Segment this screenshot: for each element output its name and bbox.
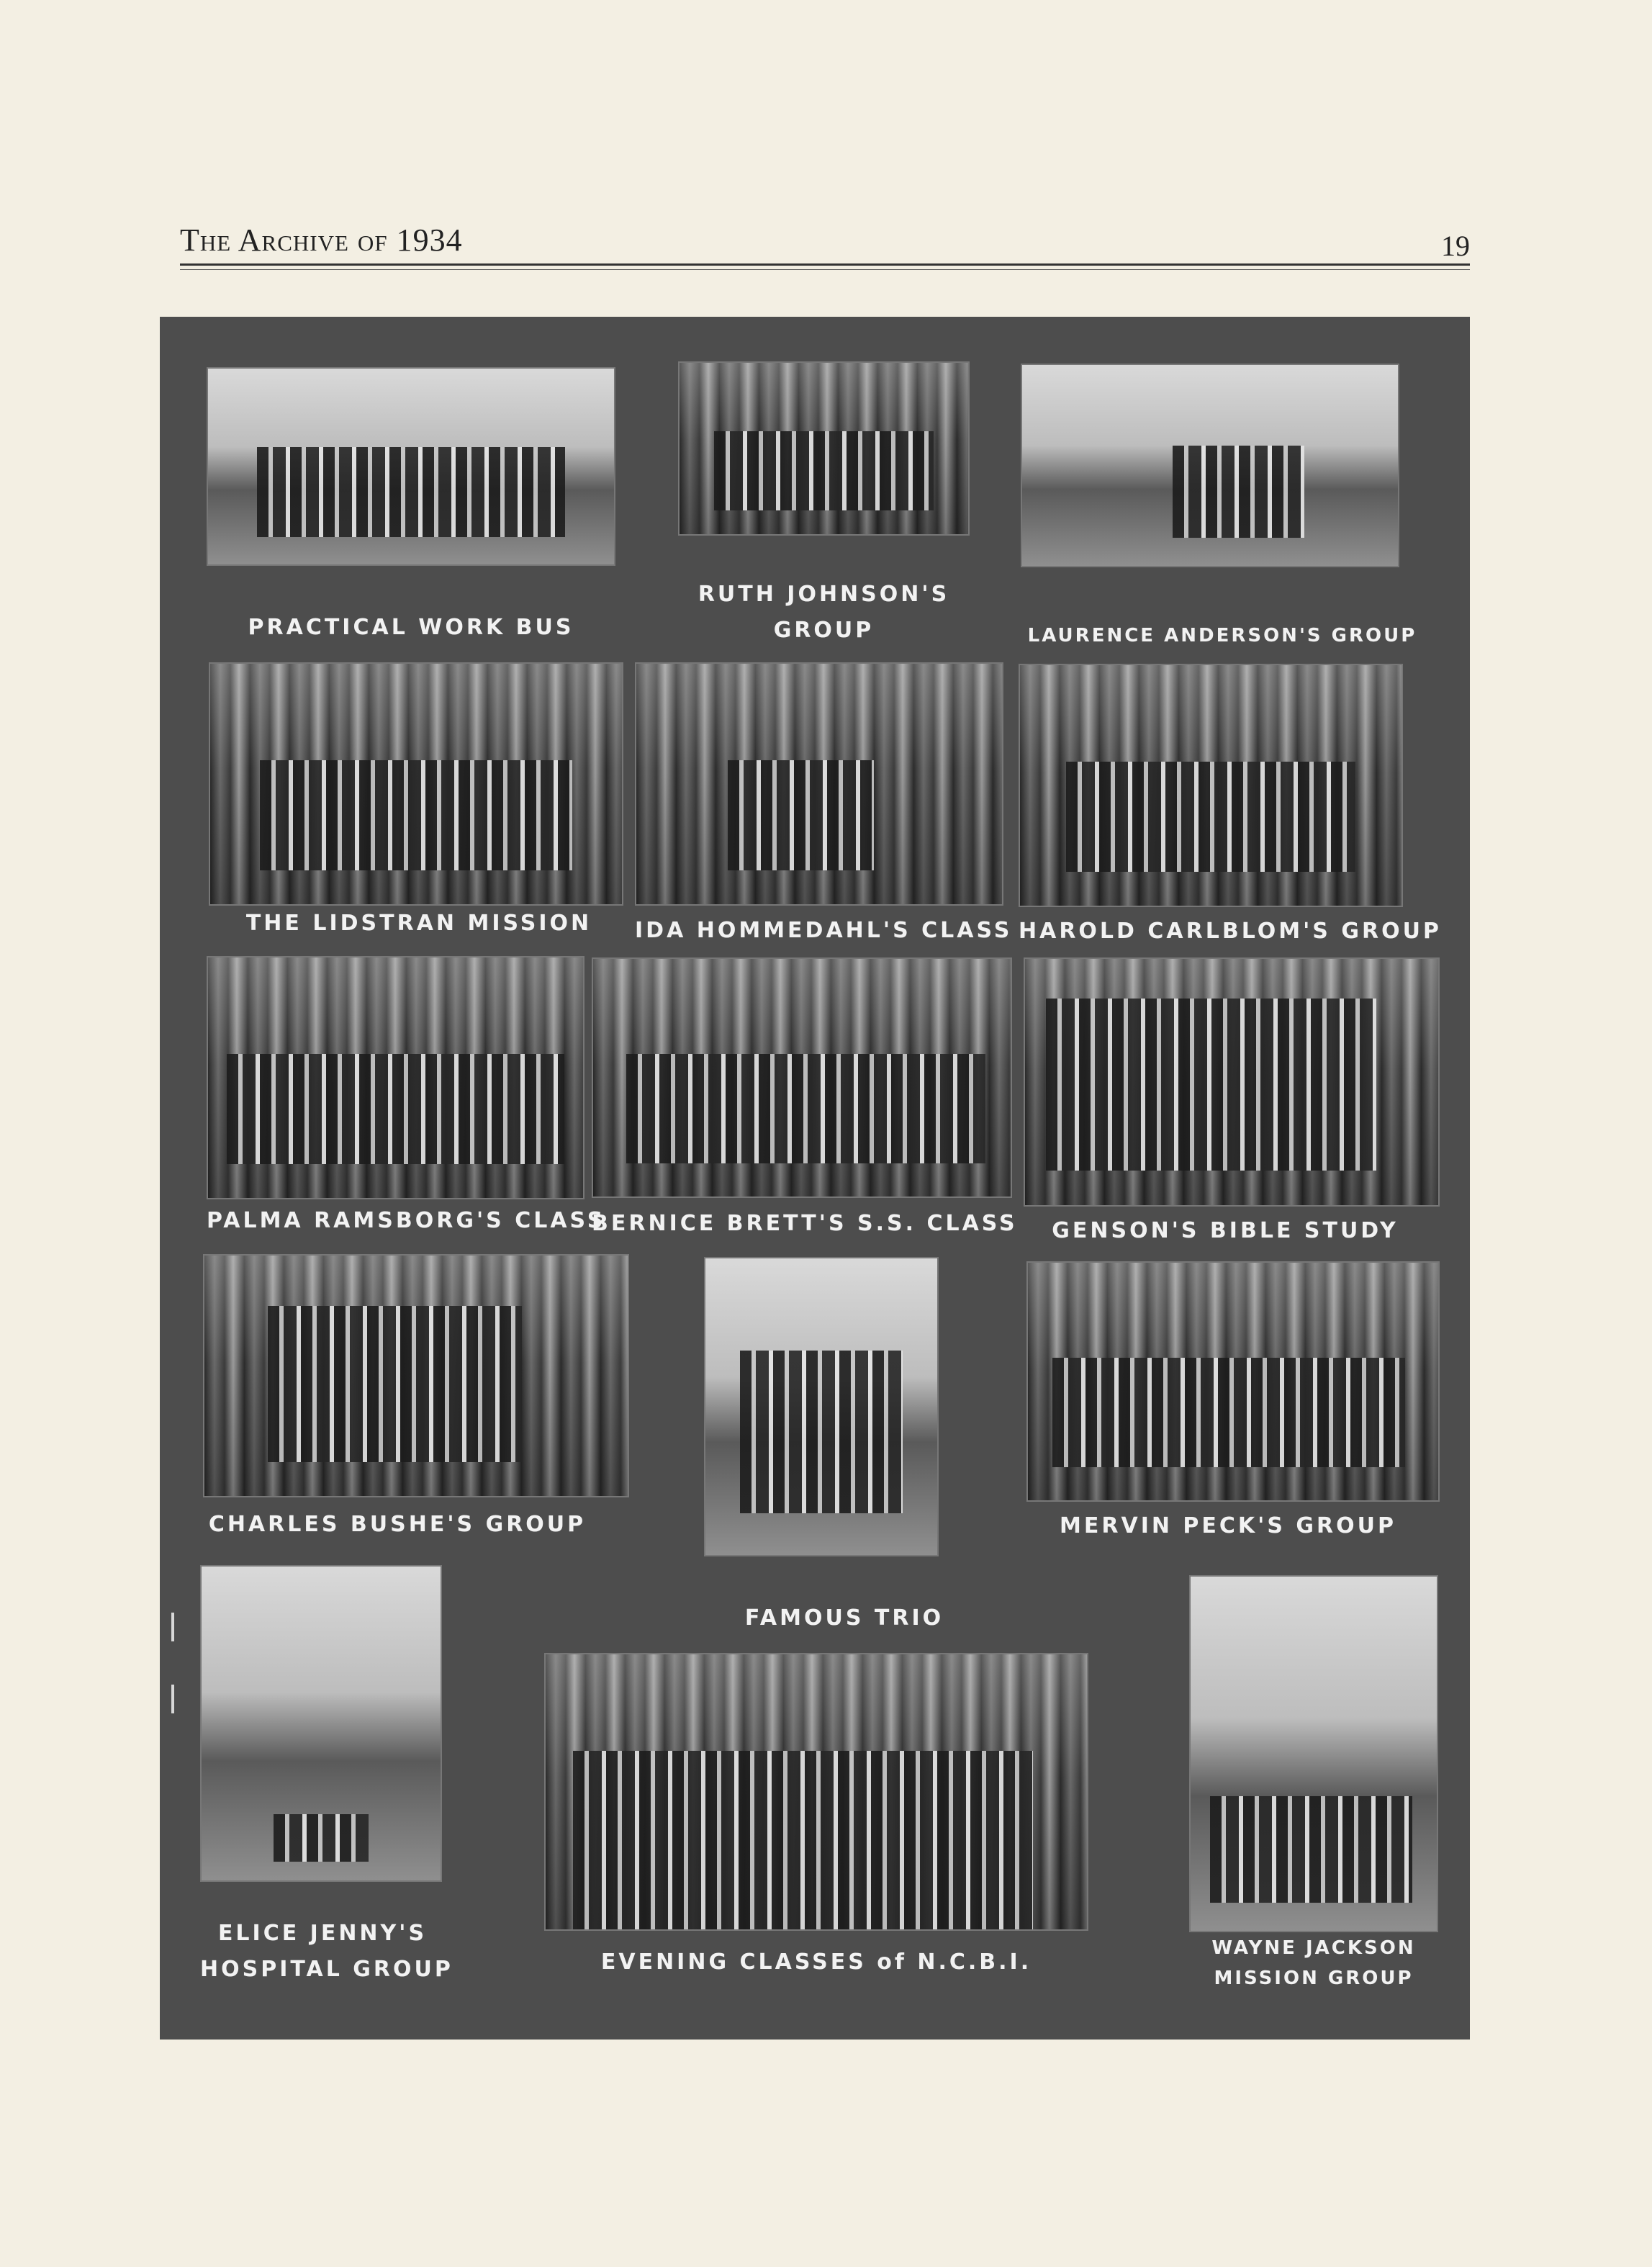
- caption-elice-jenny-line1: ELICE JENNY'S: [217, 1921, 428, 1946]
- photo-laurence-anderson-group: [1021, 364, 1399, 567]
- photo-elice-jenny-hospital-group: [200, 1565, 442, 1882]
- caption-ida-hommedahl: IDA HOMMEDAHL'S CLASS: [635, 918, 1013, 943]
- photo-board: [160, 317, 1470, 2040]
- photo-famous-trio: [704, 1257, 939, 1556]
- photo-harold-carlblom-group: [1019, 664, 1403, 907]
- photo-wayne-jackson-mission-group: [1189, 1575, 1438, 1932]
- caption-evening-classes: EVENING CLASSES of N.C.B.I.: [600, 1950, 1032, 1975]
- caption-elice-jenny-line2: HOSPITAL GROUP: [200, 1957, 453, 1982]
- caption-harold-carlblom: HAROLD CARLBLOM'S GROUP: [1019, 919, 1442, 944]
- page-number: 19: [1441, 230, 1470, 262]
- caption-palma-ramsborg: PALMA RAMSBORG'S CLASS: [207, 1208, 606, 1233]
- photo-ruth-johnson-group: [678, 361, 970, 536]
- caption-famous-trio: FAMOUS TRIO: [744, 1605, 944, 1631]
- margin-mark: [171, 1613, 174, 1641]
- caption-genson-bible-study: GENSON'S BIBLE STUDY: [1052, 1218, 1399, 1243]
- header-rule-thin: [180, 269, 1470, 270]
- photo-evening-classes: [544, 1653, 1088, 1931]
- caption-charles-bushe: CHARLES BUSHE'S GROUP: [208, 1512, 587, 1537]
- caption-mervin-peck: MERVIN PECK'S GROUP: [1060, 1513, 1396, 1538]
- photo-mervin-peck-group: [1026, 1261, 1440, 1502]
- caption-ruth-johnson-line1: RUTH JOHNSON'S: [698, 582, 950, 607]
- caption-wayne-jackson-line2: MISSION GROUP: [1214, 1968, 1414, 1989]
- photo-practical-work-bus: [207, 367, 615, 566]
- photo-lidstran-mission: [209, 662, 623, 906]
- caption-lidstran-mission: THE LIDSTRAN MISSION: [245, 911, 592, 936]
- header-rule: [180, 263, 1470, 266]
- caption-ruth-johnson-line2: GROUP: [773, 618, 875, 643]
- caption-wayne-jackson-line1: WAYNE JACKSON: [1211, 1937, 1416, 1959]
- caption-practical-work-bus: PRACTICAL WORK BUS: [248, 615, 574, 640]
- caption-bernice-brett: BERNICE BRETT'S S.S. CLASS: [592, 1211, 1018, 1236]
- running-title: The Archive of 1934: [180, 222, 463, 258]
- caption-laurence-anderson: LAURENCE ANDERSON'S GROUP: [1027, 625, 1417, 646]
- photo-palma-ramsborg-class: [207, 956, 584, 1199]
- margin-mark: [171, 1685, 174, 1713]
- photo-ida-hommedahl-class: [635, 662, 1003, 906]
- photo-genson-bible-study: [1024, 957, 1440, 1207]
- photo-charles-bushe-group: [203, 1254, 629, 1497]
- photo-bernice-brett-class: [592, 957, 1012, 1198]
